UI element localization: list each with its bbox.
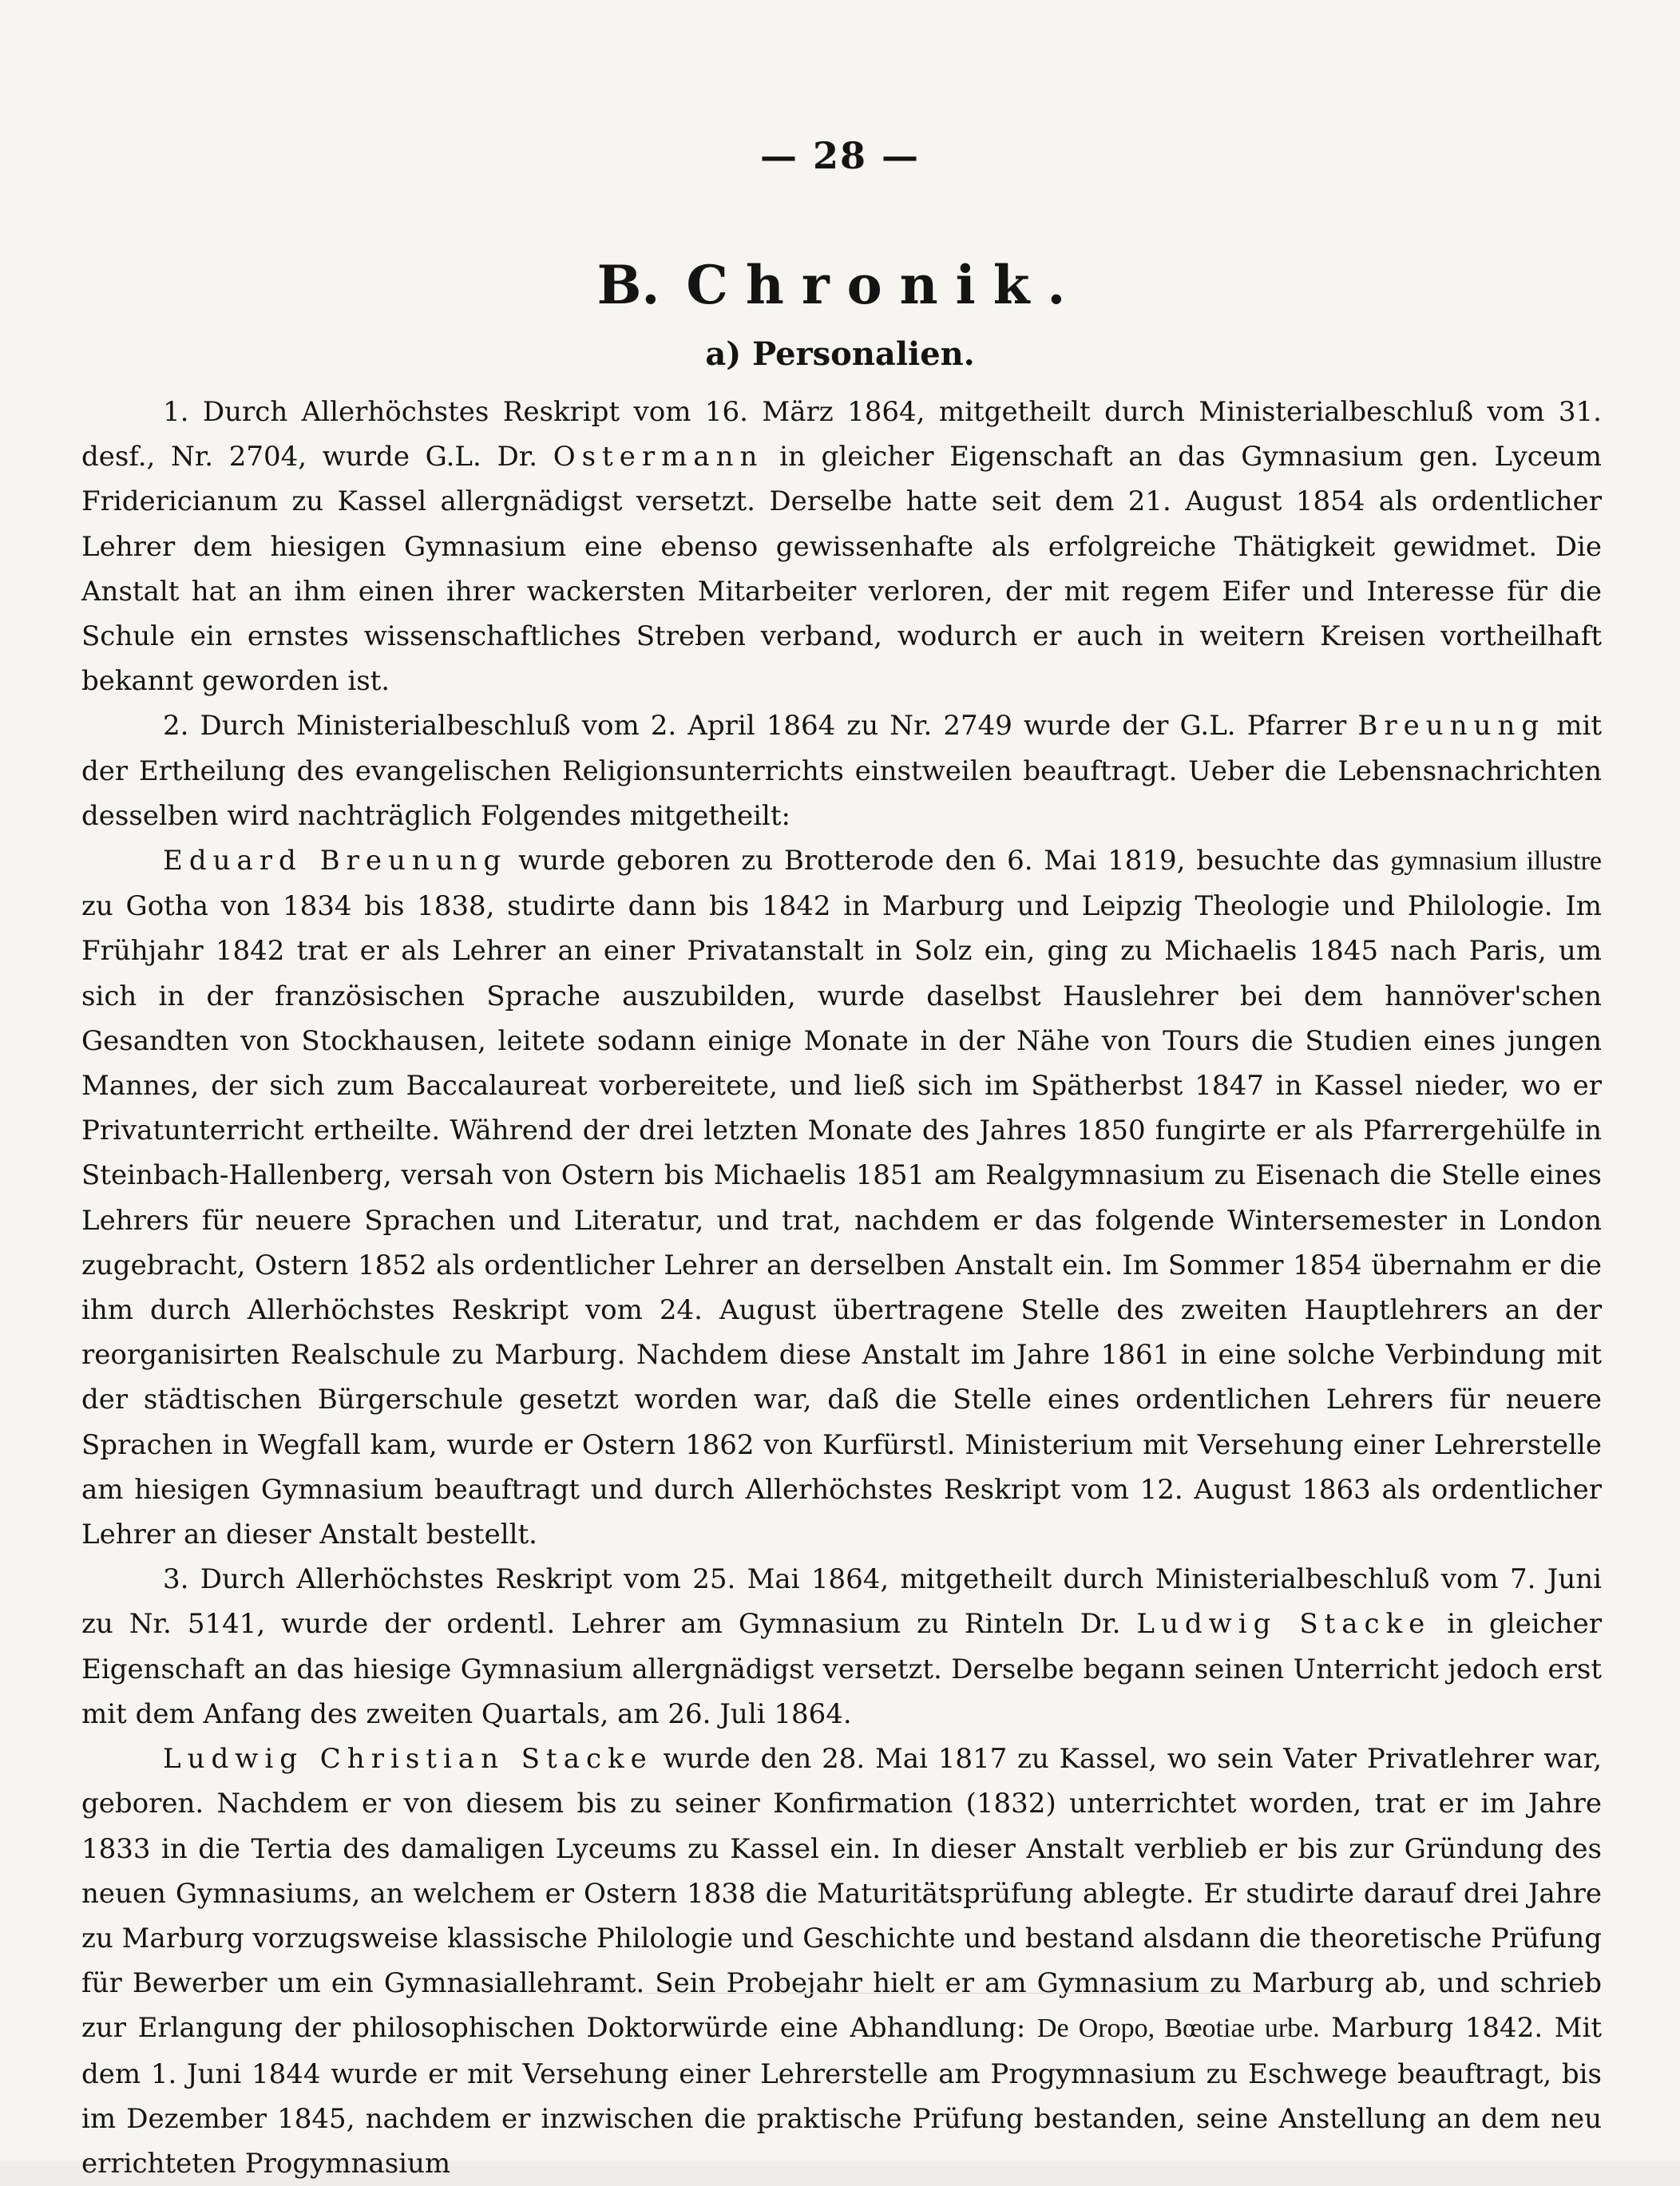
paragraph-text: in gleicher Eigenschaft an das Gymnasium gen. Lyceum Fridericianum zu Kassel allergnädigst versetzt. Derselbe hatte seit dem 21. August 1854 als ordentlicher Lehrer dem hiesigen Gymnasium eine ebenso gewissenhafte als erfolgreiche Thätigkeit gewidmet. Die Anstalt hat an ihm einen ihrer wackersten Mitarbeiter verloren, der mit regem Eifer und Interesse für die Schule ein ernstes wissenschaftliches Streben verband, wodurch er auch in weitern Kreisen vortheilhaft bekannt geworden ist. xyxy=(81,441,1602,698)
latin-phrase: gymnasium illustre xyxy=(1390,846,1602,877)
latin-title: De Oropo, Bœotiae urbe. xyxy=(1036,2014,1320,2044)
section-title xyxy=(0,254,1680,316)
page-number: — 28 — xyxy=(759,134,921,177)
section-heading: Chronik. xyxy=(686,254,1084,316)
bottom-rule xyxy=(559,1993,1262,1994)
paragraph-text: Marburg 1842. Mit dem 1. Juni 1844 wurde er mit Versehung einer Lehrerstelle am Progymnasium zu Eschwege beauftragt, bis im Dezember 1845, nachdem er inzwischen die praktische Prüfung bestanden, seine Anstellung an dem neu errichteten Progymnasium xyxy=(81,2012,1602,2180)
paragraph-3 xyxy=(81,838,1602,1557)
paragraph-4 xyxy=(81,1557,1602,1737)
section-label: B. xyxy=(596,254,660,316)
paragraph-text: wurde geboren zu Brotterode den 6. Mai 1819, besuchte das xyxy=(507,845,1391,877)
paragraph-1 xyxy=(81,390,1602,703)
subsection-title: a) Personalien. xyxy=(705,335,975,373)
paragraph-text: in gleicher Eigenschaft an das hiesige Gymnasium allergnädigst versetzt. Derselbe begann seinen Unterricht jedoch erst mit dem Anfang des zweiten Quartals, am 26. Juli 1864. xyxy=(81,1608,1602,1730)
paragraph-text: 2. Durch Ministerialbeschluß vom 2. April 1864 zu Nr. 2749 wurde der G.L. Pfarrer xyxy=(163,710,1358,743)
body-text xyxy=(81,390,1602,2186)
paragraph-2 xyxy=(81,703,1602,838)
paragraph-text: mit der Ertheilung des evangelischen Religionsunterrichts einstweilen beauftragt. Ueber die Lebensnachrichten desselben wird nachträglich Folgendes mitgetheilt: xyxy=(81,710,1602,832)
paragraph-text: wurde den 28. Mai 1817 zu Kassel, wo sein Vater Privatlehrer war, geboren. Nachdem er von diesem bis zu seiner Konfirmation (1832) unterrichtet worden, trat er im Jahre 1833 in die Tertia des damaligen Lyceums zu Kassel ein. In dieser Anstalt verblieb er bis zur Gründung des neuen Gymnasiums, an welchem er Ostern 1838 die Maturitätsprüfung ablegte. Er studirte darauf drei Jahre zu Marburg vorzugsweise klassische Philologie und Geschichte und bestand alsdann die theoretische Prüfung für Bewerber um ein Gymnasiallehramt. Sein Probejahr hielt er am Gymnasium zu Marburg ab, und schrieb zur Erlangung der philosophischen Doktorwürde eine Abhandlung: xyxy=(81,1743,1602,2045)
paragraph-5 xyxy=(81,1737,1602,2186)
person-name: Ludwig Stacke xyxy=(1136,1608,1432,1641)
person-name: Ludwig Christian Stacke xyxy=(163,1743,653,1776)
paragraph-text: 3. Durch Allerhöchstes Reskript vom 25. Mai 1864, mitgetheilt durch Ministerialbeschluß vom 7. Juni zu Nr. 5141, wurde der ordentl. Lehrer am Gymnasium zu Rinteln Dr. xyxy=(81,1563,1602,1641)
person-name: Ostermann xyxy=(553,441,764,473)
paragraph-text: zu Gotha von 1834 bis 1838, studirte dann bis 1842 in Marburg und Leipzig Theologie und Philologie. Im Frühjahr 1842 trat er als Lehrer an einer Privatanstalt in Solz ein, ging zu Michaelis 1845 nach Paris, um sich in der französischen Sprache auszubilden, wurde daselbst Hauslehrer bei dem hannöver'schen Gesandten von Stockhausen, leitete sodann einige Monate in der Nähe von Tours die Studien eines jungen Mannes, der sich zum Baccalaureat vorbereitete, und ließ sich im Spätherbst 1847 in Kassel nieder, wo er Privatunterricht ertheilte. Während der drei letzten Monate des Jahres 1850 fungirte er als Pfarrergehülfe in Steinbach-Hallenberg, versah von Ostern bis Michaelis 1851 am Realgymnasium zu Eisenach die Stelle eines Lehrers für neuere Sprachen und Literatur, und trat, nachdem er das folgende Wintersemester in London zugebracht, Ostern 1852 als ordentlicher Lehrer an derselben Anstalt ein. Im Sommer 1854 übernahm er die ihm durch Allerhöchstes Reskript vom 24. August übertragene Stelle des zweiten Hauptlehrers an der reorganisirten Realschule zu Marburg. Nachdem diese Anstalt im Jahre 1861 in eine solche Verbindung mit der städtischen Bürgerschule gesetzt worden war, daß die Stelle eines ordentlichen Lehrers für neuere Sprachen in Wegfall kam, wurde er Ostern 1862 von Kurfürstl. Ministerium mit Versehung einer Lehrerstelle am hiesigen Gymnasium beauftragt und durch Allerhöchstes Reskript vom 12. August 1863 als ordentlicher Lehrer an dieser Anstalt bestellt. xyxy=(81,890,1602,1551)
paragraph-text: 1. Durch Allerhöchstes Reskript vom 16. März 1864, mitgetheilt durch Ministerialbeschluß vom 31. desf., Nr. 2704, wurde G.L. Dr. xyxy=(81,396,1602,473)
person-name: Breunung xyxy=(1357,710,1546,743)
person-name: Eduard Breunung xyxy=(163,845,508,877)
